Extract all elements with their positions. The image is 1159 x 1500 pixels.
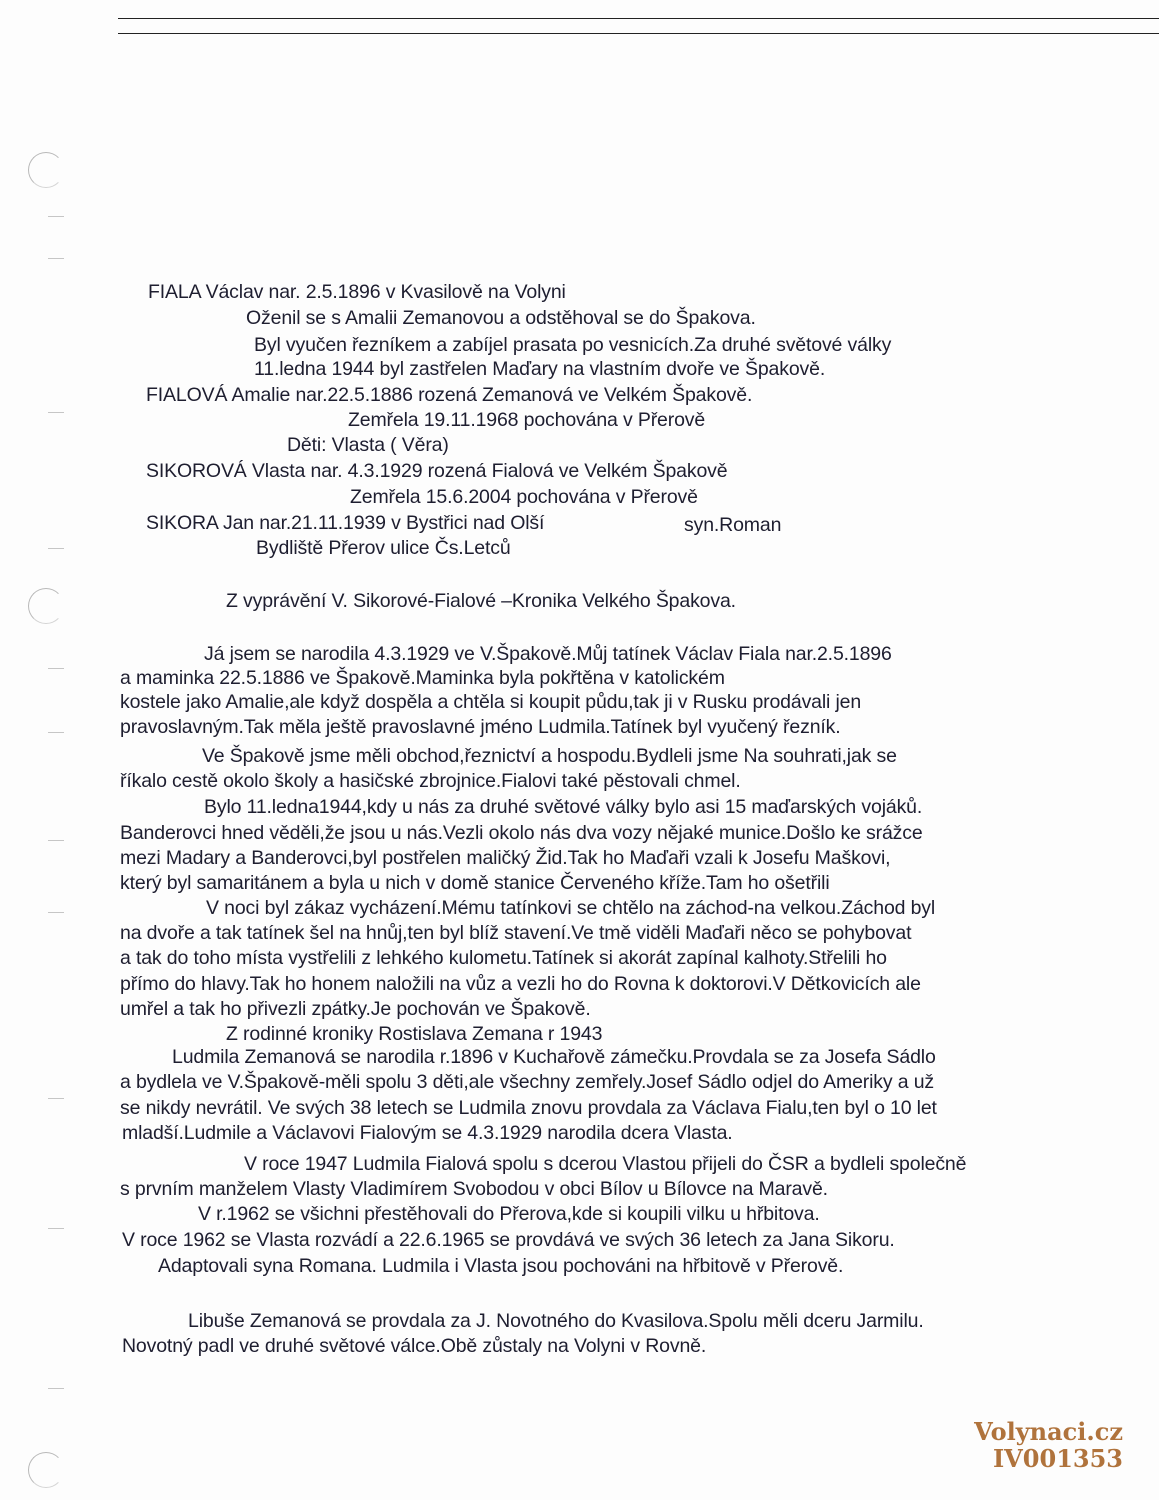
narrative-line: pravoslavným.Tak měla ještě pravoslavné jméno Ludmila.Tatínek byl vyučený řezník. bbox=[120, 716, 841, 738]
chronicle-line: se nikdy nevrátil. Ve svých 38 letech se Ludmila znovu provdala za Václava Fialu,ten byl o 10 let bbox=[120, 1097, 937, 1119]
narrative-line: mezi Madary a Banderovci,byl postřelen maličký Žid.Tak ho Maďaři vzali k Josefu Maškovi, bbox=[120, 847, 891, 869]
genealogy-line: Bydliště Přerov ulice Čs.Letců bbox=[256, 537, 511, 559]
narrative-line: umřel a tak ho přivezli zpátky.Je pochován ve Špakově. bbox=[120, 998, 591, 1020]
narrative-line: V noci byl zákaz vycházení.Mému tatínkovi se chtělo na záchod-na velkou.Záchod byl bbox=[206, 897, 936, 919]
margin-tick bbox=[48, 1098, 64, 1099]
genealogy-line: Děti: Vlasta ( Věra) bbox=[287, 434, 449, 456]
narrative-line: přímo do hlavy.Tak ho honem naložili na vůz a vezli ho do Rovna k doktorovi.V Dětkovicích ale bbox=[120, 973, 921, 995]
narrative-line: na dvoře a tak tatínek šel na hnůj,ten byl blíž stavení.Ve tmě viděli Maďaři něco se pohybovat bbox=[120, 922, 912, 944]
watermark-id: IV001353 bbox=[992, 1444, 1123, 1473]
margin-tick bbox=[48, 1228, 64, 1229]
closing-line: Libuše Zemanová se provdala za J. Novotného do Kvasilova.Spolu měli dceru Jarmilu. bbox=[188, 1310, 924, 1332]
narrative-line: Banderovci hned věděli,že jsou u nás.Vezli okolo nás dva vozy nějaké munice.Došlo ke srážce bbox=[120, 822, 923, 844]
margin-tick bbox=[48, 668, 64, 669]
binder-hole bbox=[28, 152, 64, 188]
top-rule-line-second bbox=[118, 33, 1159, 34]
chronicle-line: a bydlela ve V.Špakově-měli spolu 3 děti,ale všechny zemřely.Josef Sádlo odjel do Ameriky a už bbox=[120, 1071, 935, 1093]
narrative-line: Ve Špakově jsme měli obchod,řeznictví a hospodu.Bydleli jsme Na souhrati,jak se bbox=[202, 745, 897, 767]
chronicle-line: V r.1962 se všichni přestěhovali do Přerova,kde si koupili vilku u hřbitova. bbox=[198, 1203, 820, 1225]
margin-tick bbox=[48, 412, 64, 413]
genealogy-line: FIALA Václav nar. 2.5.1896 v Kvasilově na Volyni bbox=[148, 281, 566, 303]
chronicle-line: Ludmila Zemanová se narodila r.1896 v Kuchařově zámečku.Provdala se za Josefa Sádlo bbox=[172, 1046, 936, 1068]
narrative-line: kostele jako Amalie,ale když dospěla a chtěla si koupit půdu,tak ji v Rusku prodávali jen bbox=[120, 691, 862, 713]
chronicle-line: V roce 1947 Ludmila Fialová spolu s dcerou Vlastou přijeli do ČSR a bydleli společně bbox=[244, 1153, 967, 1175]
chronicle-line: mladší.Ludmile a Václavovi Fialovým se 4.3.1929 narodila dcera Vlasta. bbox=[122, 1122, 733, 1144]
genealogy-line: SIKORA Jan nar.21.11.1939 v Bystřici nad Olší bbox=[146, 512, 545, 534]
narrative-line: a maminka 22.5.1886 ve Špakově.Maminka byla pokřtěna v katolickém bbox=[120, 667, 725, 689]
chronicle-heading: Z rodinné kroniky Rostislava Zemana r 1943 bbox=[226, 1023, 603, 1045]
margin-tick bbox=[48, 732, 64, 733]
narrative-line: a tak do toho místa vystřelili z lehkého kulometu.Tatínek si akorát zapínal kalhoty.Střelili ho bbox=[120, 947, 887, 969]
binder-hole bbox=[28, 1452, 64, 1488]
margin-tick bbox=[48, 216, 64, 217]
genealogy-line: Byl vyučen řezníkem a zabíjel prasata po vesnicích.Za druhé světové války bbox=[254, 334, 892, 356]
top-rule-line bbox=[118, 18, 1159, 19]
chronicle-line: V roce 1962 se Vlasta rozvádí a 22.6.1965 se provdává ve svých 36 letech za Jana Sikoru. bbox=[122, 1229, 895, 1251]
narrative-line: který byl samaritánem a byla u nich v domě stanice Červeného kříže.Tam ho ošetřili bbox=[120, 872, 830, 894]
source-heading: Z vyprávění V. Sikorové-Fialové –Kronika Velkého Špakova. bbox=[226, 590, 736, 612]
genealogy-line: SIKOROVÁ Vlasta nar. 4.3.1929 rozená Fialová ve Velkém Špakově bbox=[146, 460, 728, 482]
margin-tick bbox=[48, 912, 64, 913]
margin-tick bbox=[48, 548, 64, 549]
genealogy-line: FIALOVÁ Amalie nar.22.5.1886 rozená Zemanová ve Velkém Špakově. bbox=[146, 384, 753, 406]
genealogy-line: Zemřela 15.6.2004 pochována v Přerově bbox=[350, 486, 698, 508]
margin-tick bbox=[48, 840, 64, 841]
genealogy-line-son: syn.Roman bbox=[684, 514, 782, 536]
closing-line: Novotný padl ve druhé světové válce.Obě zůstaly na Volyni v Rovně. bbox=[122, 1335, 707, 1357]
narrative-line: říkalo cestě okolo školy a hasičské zbrojnice.Fialovi také pěstovali chmel. bbox=[120, 770, 741, 792]
genealogy-line: Oženil se s Amalii Zemanovou a odstěhoval se do Špakova. bbox=[246, 307, 756, 329]
binder-hole bbox=[28, 588, 64, 624]
chronicle-line: s prvním manželem Vlasty Vladimírem Svobodou v obci Bílov u Bílovce na Maravě. bbox=[120, 1178, 828, 1200]
narrative-line: Bylo 11.ledna1944,kdy u nás za druhé světové války bylo asi 15 maďarských vojáků. bbox=[204, 796, 923, 818]
genealogy-line: Zemřela 19.11.1968 pochována v Přerově bbox=[348, 409, 706, 431]
narrative-line: Já jsem se narodila 4.3.1929 ve V.Špakově.Můj tatínek Václav Fiala nar.2.5.1896 bbox=[204, 643, 892, 665]
chronicle-line: Adaptovali syna Romana. Ludmila i Vlasta jsou pochováni na hřbitově v Přerově. bbox=[158, 1255, 844, 1277]
margin-tick bbox=[48, 258, 64, 259]
margin-tick bbox=[48, 1388, 64, 1389]
genealogy-line: 11.ledna 1944 byl zastřelen Maďary na vlastním dvoře ve Špakově. bbox=[254, 358, 826, 380]
watermark-site: Volynaci.cz bbox=[974, 1417, 1123, 1446]
